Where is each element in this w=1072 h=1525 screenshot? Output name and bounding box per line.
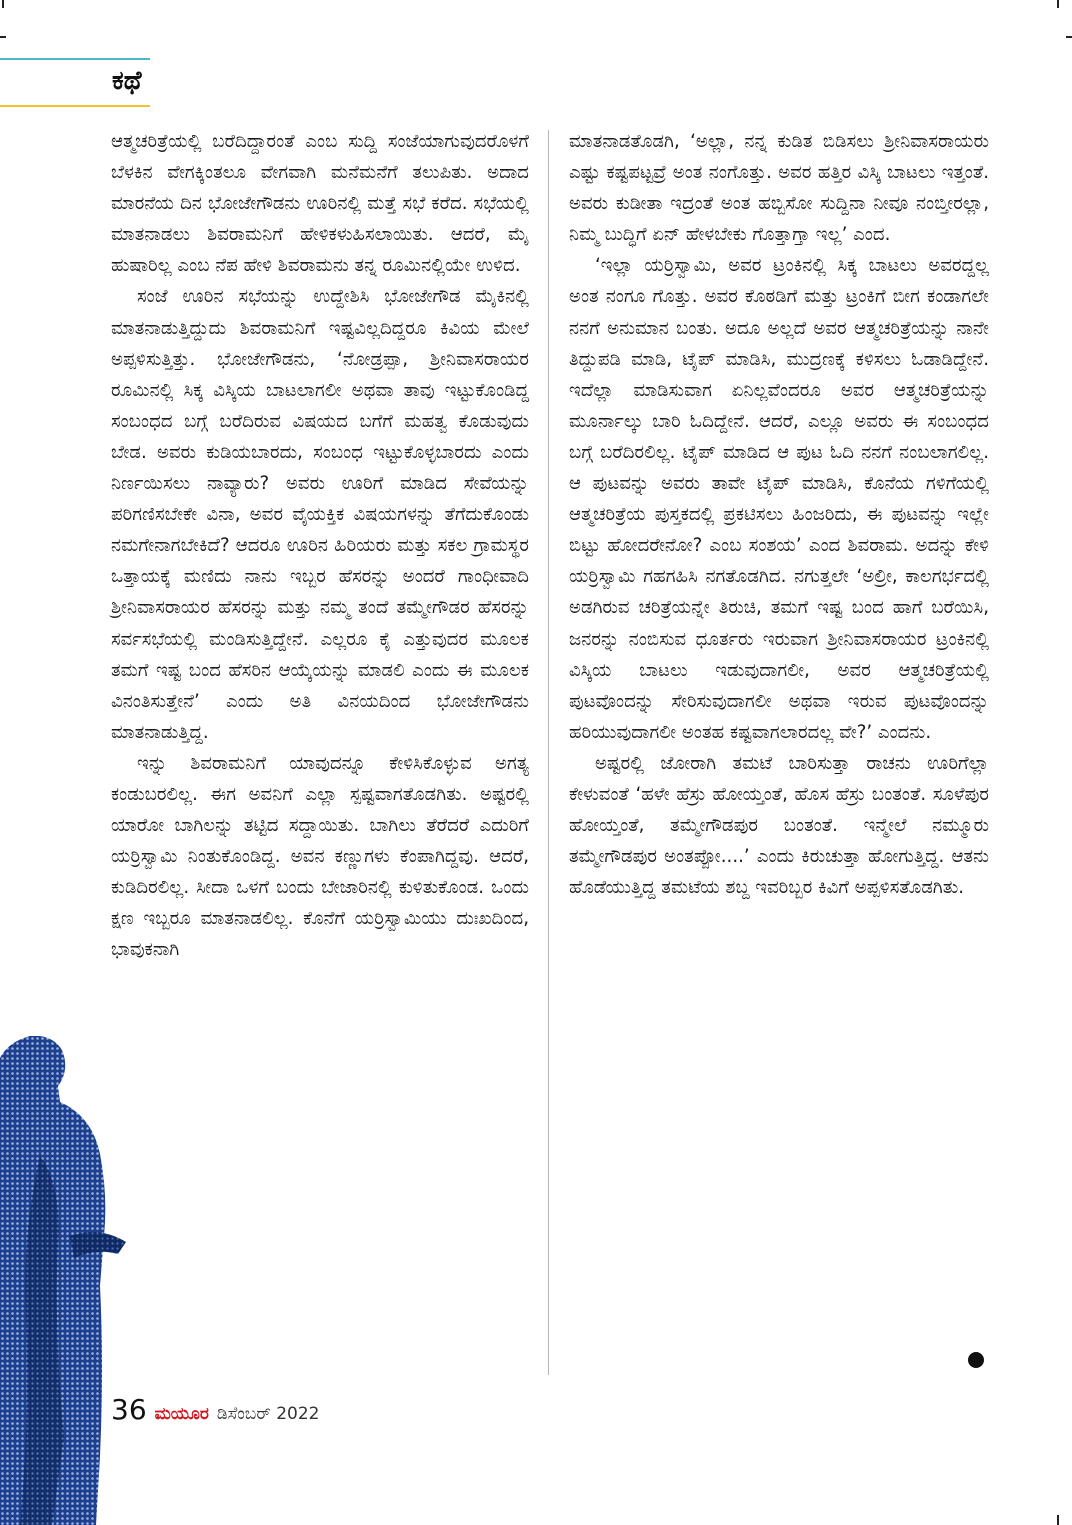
page-footer [111,1393,320,1427]
paragraph: ಮಾತನಾಡತೊಡಗಿ, ‘ಅಲ್ಲಾ, ನನ್ನ ಕುಡಿತ ಬಿಡಿಸಲು ಶ್ರೀನಿವಾಸರಾಯರು ಎಷ್ಟು ಕಷ್ಟಪಟ್ಟವ್ರೆ ಅಂತ ನಂಗೊತ್ತು. ಅವರ ಹತ್ತಿರ ವಿಸ್ಕಿ ಬಾಟಲು ಇತ್ತಂತೆ. ಅವರು ಕುಡೀತಾ ಇದ್ರಂತೆ ಅಂತ ಹಬ್ಬಿಸೋ ಸುದ್ದಿನಾ ನೀವೂ ನಂಬ್ತೀರಲ್ಲಾ, ನಿಮ್ಮ ಬುದ್ಧಿಗೆ ಏನ್ ಹೇಳಬೇಕು ಗೊತ್ತಾಗ್ತಾ ಇಲ್ಲ’ ಎಂದ. [569,131,989,246]
paragraph: ‘ಇಲ್ಲಾ ಯರ್ರಿಸ್ವಾಮಿ, ಅವರ ಟ್ರಂಕಿನಲ್ಲಿ ಸಿಕ್ಕ ಬಾಟಲು ಅವರದ್ದಲ್ಲ ಅಂತ ನಂಗೂ ಗೊತ್ತು. ಅವರ ಕೊಠಡಿಗೆ ಮತ್ತು ಟ್ರಂಕಿಗೆ ಬೀಗ ಕಂಡಾಗಲೇ ನನಗೆ ಅನುಮಾನ ಬಂತು. ಅದೂ ಅಲ್ಲದೆ ಅವರ ಆತ್ಮಚರಿತ್ರೆಯನ್ನು ನಾನೇ ತಿದ್ದುಪಡಿ ಮಾಡಿ, ಟೈಪ್ ಮಾಡಿಸಿ, ಮುದ್ರಣಕ್ಕೆ ಕಳಿಸಲು ಓಡಾಡಿದ್ದೇನೆ. ಇದೆಲ್ಲಾ ಮಾಡಿಸುವಾಗ ಏನಿಲ್ಲವೆಂದರೂ ಅವರ ಆತ್ಮಚರಿತ್ರೆಯನ್ನು ಮೂರ್ನಾಲ್ಕು ಬಾರಿ ಓದಿದ್ದೇನೆ. ಆದರೆ, ಎಲ್ಲೂ ಅವರು ಈ ಸಂಬಂಧದ ಬಗ್ಗೆ ಬರೆದಿರಲಿಲ್ಲ. ಟೈಪ್ ಮಾಡಿದ ಆ ಪುಟ ಓದಿ ನನಗೆ ನಂಬಲಾಗಲಿಲ್ಲ. ಆ ಪುಟವನ್ನು ಅವರು ತಾವೇ ಟೈಪ್ ಮಾಡಿಸಿ, ಕೊನೆಯ ಗಳಿಗೆಯಲ್ಲಿ ಆತ್ಮಚರಿತ್ರೆಯ ಪುಸ್ತಕದಲ್ಲಿ ಪ್ರಕಟಿಸಲು ಹಿಂಜರಿದು, ಈ ಪುಟವನ್ನು ಇಲ್ಲೇ ಬಿಟ್ಟು ಹೋದರೇನೋ? ಎಂಬ ಸಂಶಯ’ ಎಂದ ಶಿವರಾಮ. ಅದನ್ನು ಕೇಳಿ ಯರ್ರಿಸ್ವಾಮಿ ಗಹಗಹಿಸಿ ನಗತೊಡಗಿದ. ನಗುತ್ತಲೇ ‘ಅಲ್ರೀ, ಕಾಲಗರ್ಭದಲ್ಲಿ ಅಡಗಿರುವ ಚರಿತ್ರೆಯನ್ನೇ ತಿರುಚಿ, ತಮಗೆ ಇಷ್ಟ ಬಂದ ಹಾಗೆ ಬರೆಯಿಸಿ, ಜನರನ್ನು ನಂಬಿಸುವ ಧೂರ್ತರು ಇರುವಾಗ ಶ್ರೀನಿವಾಸರಾಯರ ಟ್ರಂಕಿನಲ್ಲಿ ವಿಸ್ಕಿಯ ಬಾಟಲು ಇಡುವುದಾಗಲೀ, ಅವರ ಆತ್ಮಚರಿತ್ರೆಯಲ್ಲಿ ಪುಟವೊಂದನ್ನು ಸೇರಿಸುವುದಾಗಲೀ ಅಥವಾ ಇರುವ ಪುಟವೊಂದನ್ನು ಹರಿಯುವುದಾಗಲೀ ಅಂತಹ ಕಷ್ಟವಾಗಲಾರದಲ್ಲ ವೇ?’ ಎಂದನು. [569,255,989,743]
crop-mark-top-right [1057,0,1059,8]
crop-mark-left [0,36,6,38]
paragraph: ಆತ್ಮಚರಿತ್ರೆಯಲ್ಲಿ ಬರೆದಿದ್ದಾರಂತೆ ಎಂಬ ಸುದ್ದಿ ಸಂಜೆಯಾಗುವುದರೊಳಗೆ ಬೆಳಕಿನ ವೇಗಕ್ಕಿಂತಲೂ ವೇಗವಾಗಿ ಮನೆಮನೆಗೆ ತಲುಪಿತು. ಅದಾದ ಮಾರನೆಯ ದಿನ ಭೋಜೇಗೌಡನು ಊರಿನಲ್ಲಿ ಮತ್ತೆ ಸಭೆ ಕರೆದ. ಸಭೆಯಲ್ಲಿ ಮಾತನಾಡಲು ಶಿವರಾಮನಿಗೆ ಹೇಳಿಕಳುಹಿಸಲಾಯಿತು. ಆದರೆ, ಮೈ ಹುಷಾರಿಲ್ಲ ಎಂಬ ನೆಪ ಹೇಳಿ ಶಿವರಾಮನು ತನ್ನ ರೂಮಿನಲ್ಲಿಯೇ ಉಳಿದ. [111,131,529,277]
page-number: 36 [111,1393,147,1426]
section-label: ಕಥೆ [112,66,142,96]
header-rule-top [0,58,150,60]
crop-mark-top-left [2,0,4,8]
paragraph: ಸಂಜೆ ಊರಿನ ಸಭೆಯನ್ನು ಉದ್ದೇಶಿಸಿ ಭೋಜೇಗೌಡ ಮೈಕಿನಲ್ಲಿ ಮಾತನಾಡುತ್ತಿದ್ದುದು ಶಿವರಾಮನಿಗೆ ಇಷ್ಟವಿಲ್ಲದಿದ್ದರೂ ಕಿವಿಯ ಮೇಲೆ ಅಪ್ಪಳಿಸುತ್ತಿತ್ತು. ಭೋಜೇಗೌಡನು, ‘ನೋಡ್ರಪ್ಪಾ, ಶ್ರೀನಿವಾಸರಾಯರ ರೂಮಿನಲ್ಲಿ ಸಿಕ್ಕ ವಿಸ್ಕಿಯ ಬಾಟಲಾಗಲೀ ಅಥವಾ ತಾವು ಇಟ್ಟುಕೊಂಡಿದ್ದ ಸಂಬಂಧದ ಬಗ್ಗೆ ಬರೆದಿರುವ ವಿಷಯದ ಬಗೆಗೆ ಮಹತ್ವ ಕೊಡುವುದು ಬೇಡ. ಅವರು ಕುಡಿಯಬಾರದು, ಸಂಬಂಧ ಇಟ್ಟುಕೊಳ್ಳಬಾರದು ಎಂದು ನಿರ್ಣಯಿಸಲು ನಾವ್ಯಾರು? ಅವರು ಊರಿಗೆ ಮಾಡಿದ ಸೇವೆಯನ್ನು ಪರಿಗಣಿಸಬೇಕೇ ವಿನಾ, ಅವರ ವೈಯಕ್ತಿಕ ವಿಷಯಗಳನ್ನು ತೆಗೆದುಕೊಂಡು ನಮಗೇನಾಗಬೇಕಿದೆ? ಆದರೂ ಊರಿನ ಹಿರಿಯರು ಮತ್ತು ಸಕಲ ಗ್ರಾಮಸ್ಥರ ಒತ್ತಾಯಕ್ಕೆ ಮಣಿದು ನಾನು ಇಬ್ಬರ ಹೆಸರನ್ನು ಅಂದರೆ ಗಾಂಧೀವಾದಿ ಶ್ರೀನಿವಾಸರಾಯರ ಹೆಸರನ್ನು ಮತ್ತು ನಮ್ಮ ತಂದೆ ತಮ್ಮೇಗೌಡರ ಹೆಸರನ್ನು ಸರ್ವಸಭೆಯಲ್ಲಿ ಮಂಡಿಸುತ್ತಿದ್ದೇನೆ. ಎಲ್ಲರೂ ಕೈ ಎತ್ತುವುದರ ಮೂಲಕ ತಮಗೆ ಇಷ್ಟ ಬಂದ ಹೆಸರಿನ ಆಯ್ಕೆಯನ್ನು ಮಾಡಲಿ ಎಂದು ಈ ಮೂಲಕ ವಿನಂತಿಸುತ್ತೇನೆ’ ಎಂದು ಅತಿ ವಿನಯದಿಂದ ಭೋಜೇಗೌಡನು ಮಾತನಾಡುತ್ತಿದ್ದ. [111,286,529,743]
halftone-figure-illustration [0,1036,130,1525]
header-rule-bottom [0,105,150,107]
paragraph: ಇನ್ನು ಶಿವರಾಮನಿಗೆ ಯಾವುದನ್ನೂ ಕೇಳಿಸಿಕೊಳ್ಳುವ ಅಗತ್ಯ ಕಂಡುಬರಲಿಲ್ಲ. ಈಗ ಅವನಿಗೆ ಎಲ್ಲಾ ಸ್ಪಷ್ಟವಾಗತೊಡಗಿತು. ಅಷ್ಟರಲ್ಲಿ ಯಾರೋ ಬಾಗಿಲನ್ನು ತಟ್ಟಿದ ಸದ್ದಾಯಿತು. ಬಾಗಿಲು ತೆರೆದರೆ ಎದುರಿಗೆ ಯರ್ರಿಸ್ವಾಮಿ ನಿಂತುಕೊಂಡಿದ್ದ. ಅವನ ಕಣ್ಣುಗಳು ಕೆಂಪಾಗಿದ್ದವು. ಆದರೆ, ಕುಡಿದಿರಲಿಲ್ಲ. ಸೀದಾ ಒಳಗೆ ಬಂದು ಬೇಜಾರಿನಲ್ಲಿ ಕುಳಿತುಕೊಂಡ. ಒಂದು ಕ್ಷಣ ಇಬ್ಬರೂ ಮಾತನಾಡಲಿಲ್ಲ. ಕೊನೆಗೆ ಯರ್ರಿಸ್ವಾಮಿಯು ದುಃಖದಿಂದ, ಭಾವುಕನಾಗಿ [111,752,529,961]
crop-mark-bottom-right [1057,1515,1059,1525]
end-of-story-bullet [968,1352,984,1368]
column-divider [548,130,549,1375]
magazine-name: ಮಯೂರ [154,1404,209,1424]
crop-mark-right [1066,36,1072,38]
section-header [0,58,150,108]
issue-date: ಡಿಸೆಂಬರ್ 2022 [216,1404,320,1424]
right-text-column [569,126,989,903]
paragraph: ಅಷ್ಟರಲ್ಲಿ ಜೋರಾಗಿ ತಮಟೆ ಬಾರಿಸುತ್ತಾ ರಾಚನು ಊರಿಗೆಲ್ಲಾ ಕೇಳುವಂತೆ ‘ಹಳೇ ಹೆಸ್ರು ಹೋಯ್ತಂತೆ, ಹೊಸ ಹೆಸ್ರು ಬಂತಂತೆ. ಸೂಳೆಪುರ ಹೋಯ್ತಂತೆ, ತಮ್ಮೇಗೌಡಪುರ ಬಂತಂತೆ. ಇನ್ಮೇಲೆ ನಮ್ಮೂರು ತಮ್ಮೇಗೌಡಪುರ ಅಂತಪ್ಪೋ....’ ಎಂದು ಕಿರುಚುತ್ತಾ ಹೋಗುತ್ತಿದ್ದ. ಆತನು ಹೊಡೆಯುತ್ತಿದ್ದ ತಮಟೆಯ ಶಬ್ದ ಇವರಿಬ್ಬರ ಕಿವಿಗೆ ಅಪ್ಪಳಿಸತೊಡಗಿತು. [569,752,989,899]
left-text-column [111,126,529,966]
